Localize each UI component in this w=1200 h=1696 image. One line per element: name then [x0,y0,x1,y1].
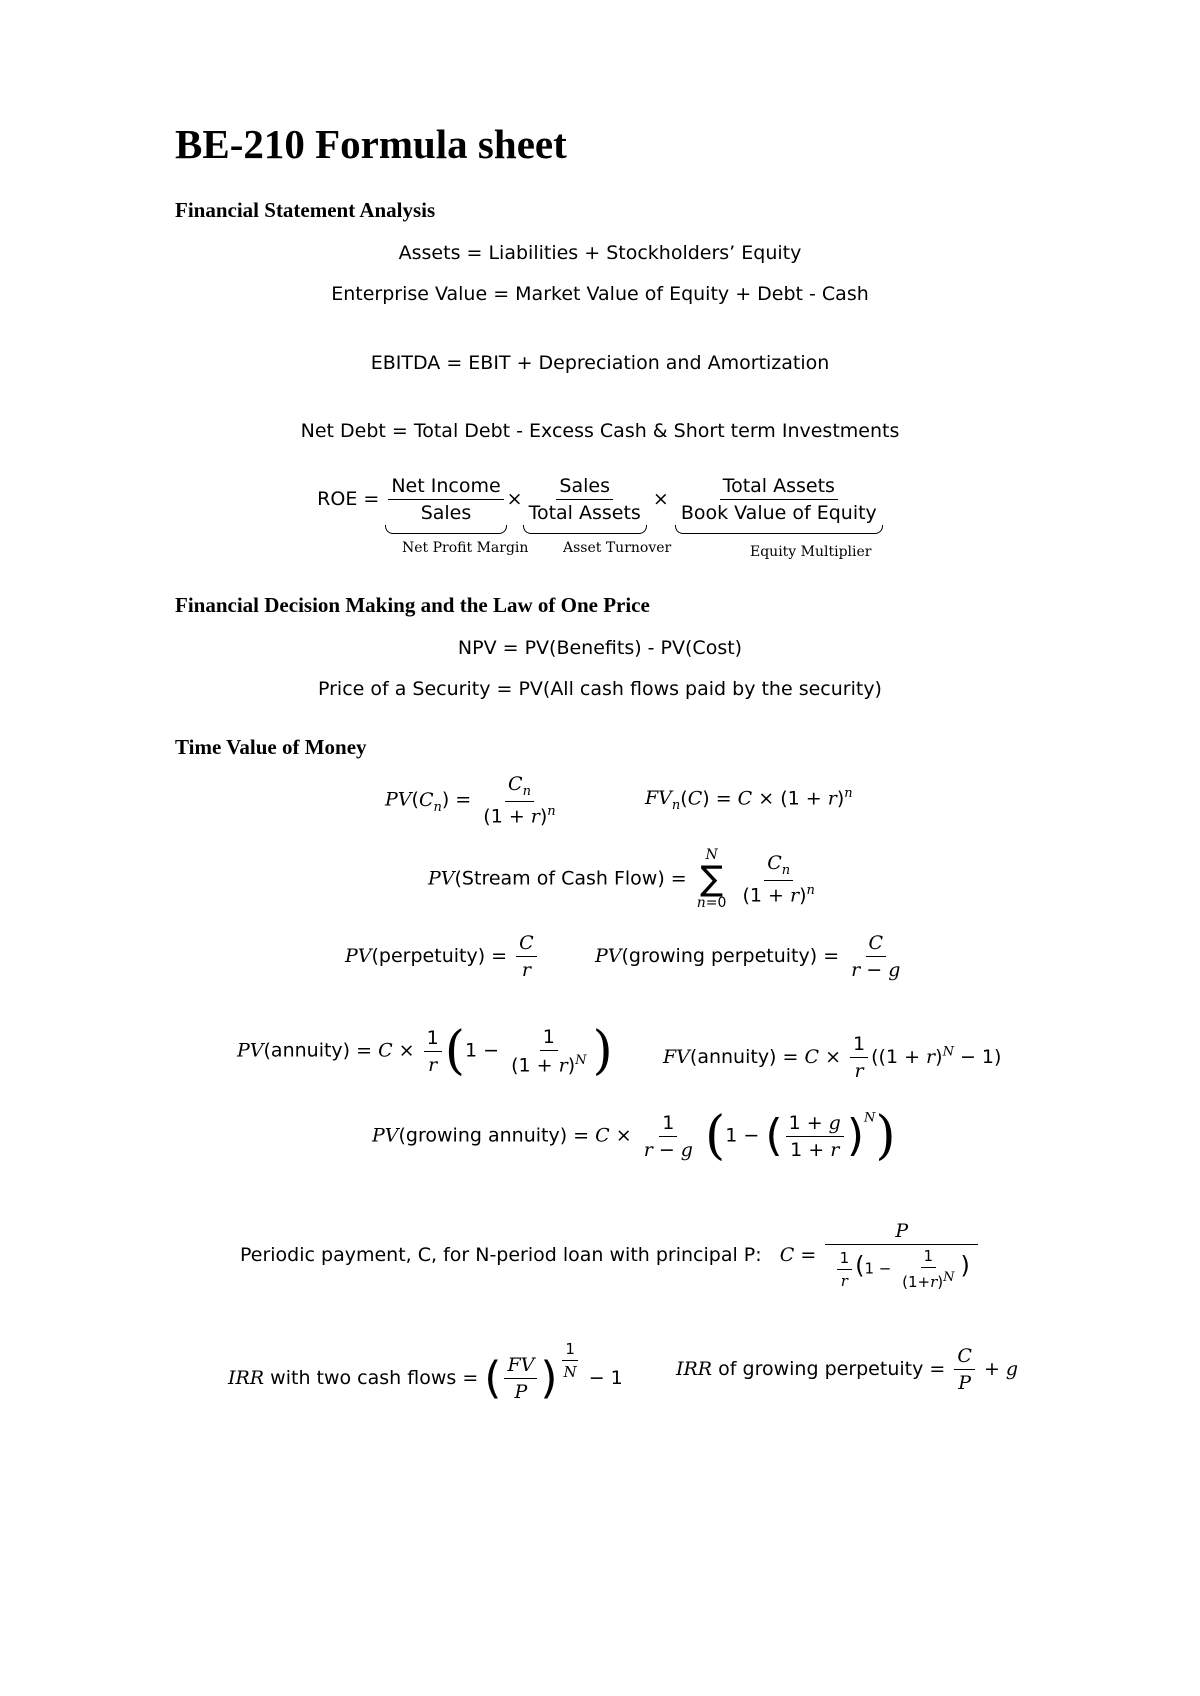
pv-growing-annuity-text: (growing annuity) = [398,1124,590,1147]
equation-pv-perpetuity: PV(perpetuity) = $\frac{C}{r}$ [345,932,540,981]
irr-two-text: with two cash flows = [270,1367,479,1389]
equation-npv: NPV = PV(Benefits) - PV(Cost) [457,637,743,659]
equation-irr-two-cash-flows: IRR with two cash flows = ( $\frac{FV}{P}$ ) $^{\frac{1}{N}}$ − 1 [228,1340,623,1404]
fv-annuity-text: (annuity) = [689,1046,799,1068]
label-net-profit-margin: Net Profit Margin [402,540,529,556]
label-asset-turnover: Asset Turnover [563,540,672,556]
label-equity-multiplier: Equity Multiplier [750,544,872,560]
section-heading-time-value-of-money: Time Value of Money [175,735,367,759]
roe-f3-denominator: Book Value of Equity [680,502,877,524]
summation-symbol: N ∑ n=0 [696,847,727,911]
equation-pv-growing-perpetuity: PV(growing perpetuity) = $\frac{C}{r - g}$ [595,932,901,981]
roe-asset-turnover [523,475,647,524]
equation-enterprise-value: Enterprise Value = Market Value of Equity + Debt - Cash [331,283,869,305]
equation-pv-annuity: PV(annuity) = C × $\frac{1}{r}$ (1 − $\frac{1}{(1 + r)^N}$ ) [237,1021,613,1081]
equation-fv-annuity: FV(annuity) = C × $\frac{1}{r}$ $((1 + r)^N - 1)$ [663,1033,1002,1082]
pv-stream-text: (Stream of Cash Flow) = [454,867,687,890]
roe-f1-denominator: Sales [420,502,472,524]
pv-growing-perpetuity-text: (growing perpetuity) = [621,945,840,967]
roe-net-profit-margin [385,475,506,524]
roe-f1-numerator: Net Income [388,475,503,500]
loan-payment-text: Periodic payment, C, for N-period loan with principal P: [240,1244,762,1266]
equation-loan-payment: Periodic payment, C, for N-period loan with principal P: C = P $\frac{1}{r}$ (1 − $\frac{1}{(1+r)N}$ ) [240,1220,981,1291]
equation-pv-cn: $PV(C_n)$ = $\frac{C_n}{(1 + r)^n}$ [385,773,556,828]
roe-equity-multiplier [675,475,883,524]
section-heading-financial-statement-analysis: Financial Statement Analysis [175,198,436,222]
equation-price-of-security: Price of a Security = PV(All cash flows paid by the security) [318,678,882,700]
section-heading-financial-decision-making: Financial Decision Making and the Law of One Price [175,593,650,617]
equation-assets: Assets = Liabilities + Stockholders’ Equity [398,242,802,264]
irr-growing-text: of growing perpetuity = [718,1358,946,1380]
page-title: BE-210 Formula sheet [175,121,567,167]
pv-perpetuity-text: (perpetuity) = [371,945,508,967]
roe-f2-denominator: Total Assets [528,502,641,524]
roe-lhs: ROE = [317,488,380,510]
equation-irr-growing-perpetuity: IRR of growing perpetuity = $\frac{C}{P}$ + g [676,1345,1019,1394]
equation-fv-n: $FV_n(C) = C \times (1 + r)^n$ [645,786,853,814]
equation-pv-stream: PV(Stream of Cash Flow) = N ∑ n=0 $\frac{C_n}{(1 + r)^n}$ [428,847,815,911]
roe-f2-numerator: Sales [556,475,613,500]
roe-f3-numerator: Total Assets [720,475,838,500]
equation-ebitda: EBITDA = EBIT + Depreciation and Amortization [370,352,830,374]
equation-net-debt: Net Debt = Total Debt - Excess Cash & Short term Investments [300,420,900,442]
equation-pv-growing-annuity: PV(growing annuity) = C × $\frac{1}{r - g}$ (1 − ( $\frac{1 + g}{1 + r}$ )$^N$) [372,1106,896,1166]
equation-roe: ROE = $\frac{\text{Net Income}}{\text{Sales}}$ × $\frac{\text{Sales}}{\text{Total Assets}}$ × $\frac{\text{Total Assets}}{\text{Book Value of Equity}}$ [0,475,1200,524]
pv-annuity-text: (annuity) = [263,1039,373,1062]
